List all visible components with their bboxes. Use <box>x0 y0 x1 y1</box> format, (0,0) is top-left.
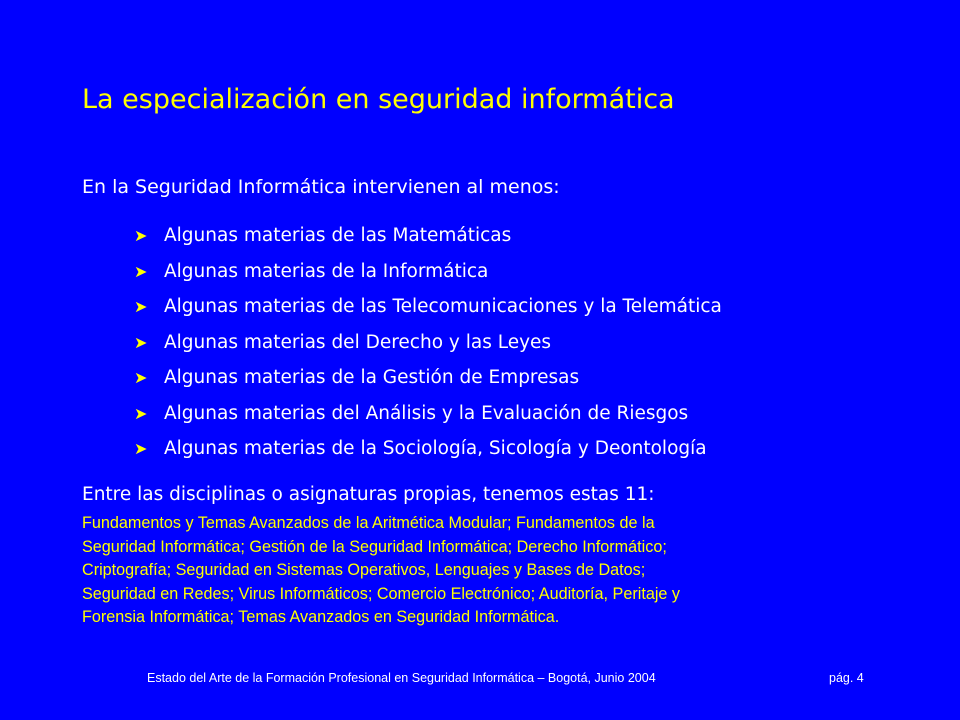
bullet-item <box>134 218 722 254</box>
bullet-text: Algunas materias del Derecho y las Leyes <box>164 331 552 353</box>
paragraph-line: Forensia Informática; Temas Avanzados en Seguridad Informática. <box>82 608 560 627</box>
arrowhead-bullet-icon: ➤ <box>134 226 148 246</box>
bullet-item <box>134 325 722 361</box>
bullet-list <box>134 218 722 467</box>
arrowhead-bullet-icon: ➤ <box>134 368 148 388</box>
bullet-text: Algunas materias de las Matemáticas <box>164 225 512 247</box>
bullet-item <box>134 360 722 396</box>
bullet-item <box>134 289 722 325</box>
page-number: pág. 4 <box>829 671 864 685</box>
arrowhead-bullet-icon: ➤ <box>134 403 148 423</box>
disciplines-paragraph <box>82 512 882 630</box>
paragraph-line: Criptografía; Seguridad en Sistemas Operativos, Lenguajes y Bases de Datos; <box>82 561 646 580</box>
bullet-item <box>134 254 722 290</box>
bullet-text: Algunas materias de la Sociología, Sicología y Deontología <box>164 438 707 460</box>
paragraph-line: Fundamentos y Temas Avanzados de la Aritmética Modular; Fundamentos de la <box>82 514 655 532</box>
arrowhead-bullet-icon: ➤ <box>134 439 148 459</box>
bullet-text: Algunas materias del Análisis y la Evaluación de Riesgos <box>164 402 689 424</box>
bullet-text: Algunas materias de la Informática <box>164 260 489 282</box>
slide-footer: Estado del Arte de la Formación Profesional en Seguridad Informática – Bogotá, Junio 2004 <box>147 671 656 685</box>
bullet-item <box>134 396 722 432</box>
bullet-text: Algunas materias de las Telecomunicaciones y la Telemática <box>164 296 722 318</box>
arrowhead-bullet-icon: ➤ <box>134 261 148 281</box>
bullet-item <box>134 431 722 467</box>
paragraph-line: Seguridad Informática; Gestión de la Seguridad Informática; Derecho Informático; <box>82 537 667 556</box>
bullet-text: Algunas materias de la Gestión de Empresas <box>164 367 580 389</box>
arrowhead-bullet-icon: ➤ <box>134 297 148 317</box>
paragraph-line: Seguridad en Redes; Virus Informáticos; Comercio Electrónico; Auditoría, Peritaje y <box>82 584 681 603</box>
arrowhead-bullet-icon: ➤ <box>134 332 148 352</box>
slide-title: La especialización en seguridad informática <box>82 84 675 115</box>
disciplines-heading: Entre las disciplinas o asignaturas propias, tenemos estas 11: <box>82 484 655 505</box>
intro-text: En la Seguridad Informática intervienen al menos: <box>82 176 560 198</box>
